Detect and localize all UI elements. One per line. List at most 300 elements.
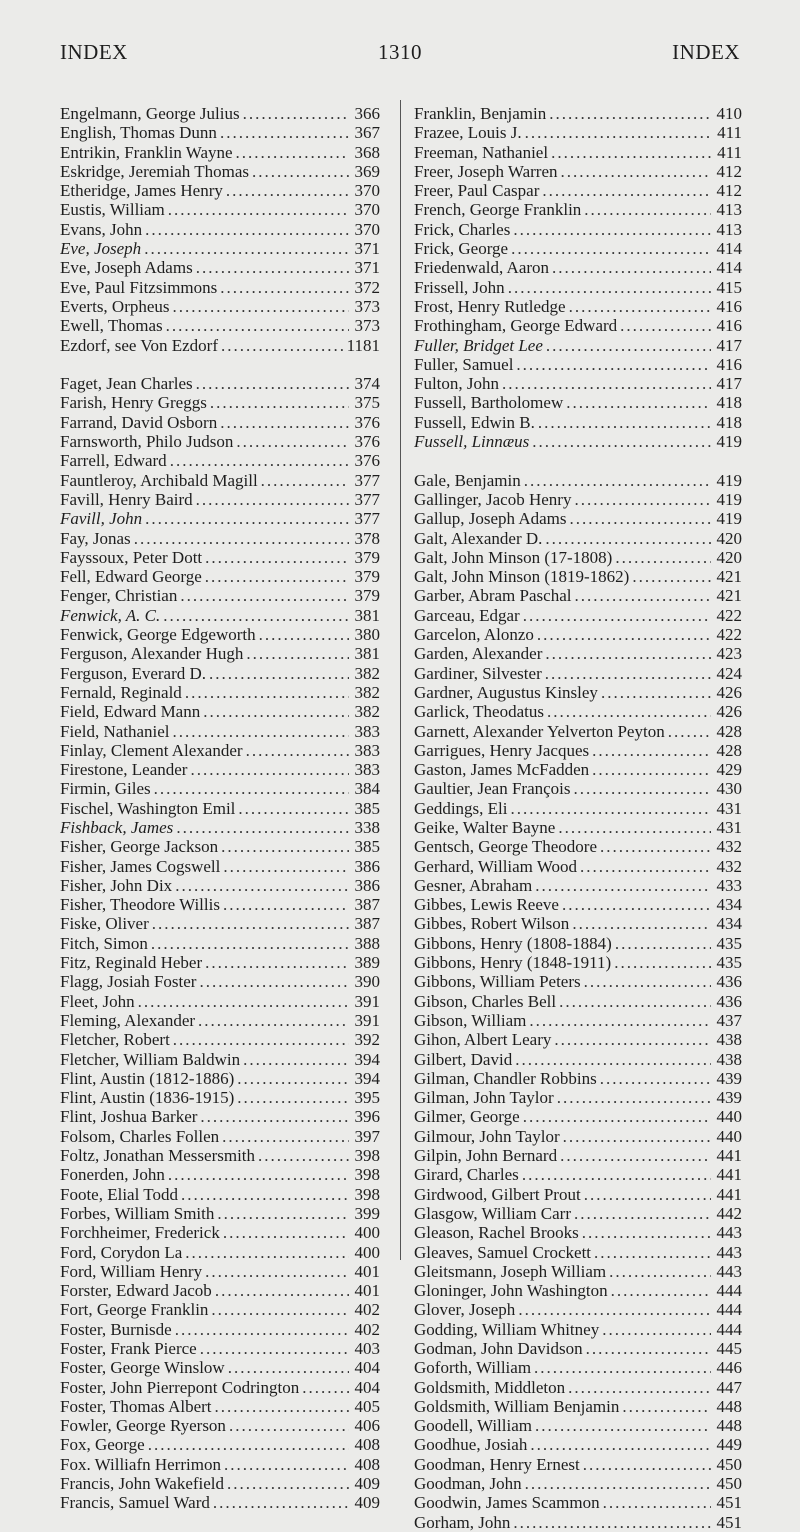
leader-dots	[592, 760, 711, 779]
entry-name: Goodman, Henry Ernest	[414, 1454, 580, 1474]
leader-dots	[563, 1127, 711, 1146]
leader-dots	[152, 914, 349, 933]
index-entry	[60, 1262, 380, 1281]
index-entry	[414, 1281, 742, 1300]
page-number: 1310	[378, 40, 422, 64]
index-entry	[414, 586, 742, 605]
index-entry	[414, 722, 742, 741]
leader-dots	[525, 1474, 711, 1493]
entry-page: 408	[354, 1454, 380, 1474]
index-entry	[60, 1358, 380, 1377]
entry-page: 423	[716, 644, 742, 664]
index-entry	[60, 162, 380, 181]
leader-dots	[545, 644, 711, 663]
leader-dots	[584, 200, 711, 219]
entry-page: 368	[354, 142, 380, 162]
entry-name: Eustis, William	[60, 200, 165, 220]
index-entry	[414, 992, 742, 1011]
entry-name: Frick, Charles	[414, 219, 511, 239]
entry-name: Fayssoux, Peter Dott	[60, 547, 203, 567]
entry-page: 411	[717, 142, 742, 162]
header-right: INDEX	[672, 40, 740, 64]
leader-dots	[594, 1243, 711, 1262]
entry-name: Freeman, Nathaniel	[414, 142, 549, 162]
index-entry	[60, 1281, 380, 1300]
entry-name: Gibbons, Henry (1848-1911)	[414, 953, 612, 973]
entry-page: 369	[354, 161, 380, 181]
entry-name: Field, Nathaniel	[60, 721, 170, 741]
index-entry	[414, 1030, 742, 1049]
index-entry	[414, 1185, 742, 1204]
entry-name: Goodwin, James Scammon	[414, 1493, 600, 1513]
entry-name: Franklin, Benjamin	[414, 104, 547, 123]
entry-name: Farish, Henry Greggs	[60, 393, 207, 413]
entry-page: 419	[716, 470, 742, 490]
leader-dots	[584, 972, 711, 991]
leader-dots	[601, 683, 711, 702]
entry-name: Gesner, Abraham	[414, 875, 533, 895]
entry-name: Freer, Paul Caspar	[414, 181, 540, 201]
entry-name: Fisher, George Jackson	[60, 837, 219, 857]
index-entry	[414, 336, 742, 355]
group-gap	[414, 451, 742, 470]
leader-dots	[545, 664, 711, 683]
entry-name: Goforth, William	[414, 1358, 532, 1378]
entry-page: 385	[354, 798, 380, 818]
entry-page: 444	[716, 1319, 742, 1339]
index-entry	[60, 1223, 380, 1242]
entry-name: Garnett, Alexander Yelverton Peyton	[414, 721, 665, 741]
entry-page: 444	[716, 1281, 742, 1301]
entry-page: 366	[354, 104, 380, 123]
entry-name: Forchheimer, Frederick	[60, 1223, 220, 1243]
entry-page: 436	[716, 991, 742, 1011]
entry-page: 420	[716, 528, 742, 548]
entry-page: 422	[716, 605, 742, 625]
leader-dots	[221, 837, 349, 856]
entry-name: Field, Edward Mann	[60, 702, 201, 722]
leader-dots	[145, 220, 349, 239]
leader-dots	[561, 162, 711, 181]
entry-page: 391	[354, 991, 380, 1011]
entry-name: Ford, Corydon La	[60, 1242, 183, 1262]
leader-dots	[523, 606, 711, 625]
index-entry	[60, 413, 380, 432]
index-entry	[414, 1165, 742, 1184]
index-entry	[60, 1107, 380, 1126]
index-entry	[60, 664, 380, 683]
leader-dots	[168, 1165, 349, 1184]
entry-name: Firmin, Giles	[60, 779, 151, 799]
entry-page: 382	[354, 702, 380, 722]
entry-page: 446	[716, 1358, 742, 1378]
index-entry	[414, 529, 742, 548]
leader-dots	[229, 1416, 349, 1435]
index-entry	[414, 664, 742, 683]
leader-dots	[511, 239, 711, 258]
leader-dots	[515, 1050, 711, 1069]
entry-page: 440	[716, 1126, 742, 1146]
leader-dots	[215, 1281, 349, 1300]
index-entry	[60, 1204, 380, 1223]
entry-name: Geddings, Eli	[414, 798, 508, 818]
leader-dots	[163, 606, 349, 625]
leader-dots	[574, 1204, 711, 1223]
leader-dots	[574, 490, 711, 509]
entry-page: 434	[716, 914, 742, 934]
leader-dots	[145, 509, 349, 528]
entry-page: 421	[716, 586, 742, 606]
index-entry	[414, 1050, 742, 1069]
index-entry	[60, 1397, 380, 1416]
leader-dots	[224, 1455, 349, 1474]
entry-page: 448	[716, 1416, 742, 1436]
leader-dots	[620, 316, 711, 335]
entry-page: 416	[716, 354, 742, 374]
leader-dots	[569, 297, 711, 316]
index-entry	[60, 471, 380, 490]
entry-name: Farrand, David Osborn	[60, 412, 218, 432]
entry-name: Gerhard, William Wood	[414, 856, 578, 876]
index-entry	[60, 953, 380, 972]
entry-name: Fitch, Simon	[60, 933, 148, 953]
entry-name: Fletcher, Robert	[60, 1030, 170, 1050]
index-entry	[414, 1262, 742, 1281]
leader-dots	[210, 393, 349, 412]
index-entry	[414, 297, 742, 316]
entry-page: 386	[354, 875, 380, 895]
entry-name: Gleason, Rachel Brooks	[414, 1223, 579, 1243]
leader-dots	[237, 1069, 349, 1088]
entry-name: Girdwood, Gilbert Prout	[414, 1184, 581, 1204]
entry-page: 429	[716, 760, 742, 780]
index-entry	[60, 1300, 380, 1319]
index-entry	[414, 123, 742, 142]
leader-dots	[560, 1146, 711, 1165]
index-entry	[60, 278, 380, 297]
index-entry	[414, 1107, 742, 1126]
leader-dots	[205, 1262, 349, 1281]
index-entry	[60, 992, 380, 1011]
entry-name: Gilman, Chandler Robbins	[414, 1068, 597, 1088]
leader-dots	[525, 123, 711, 142]
entry-page: 413	[716, 200, 742, 220]
index-entry	[60, 220, 380, 239]
index-entry	[414, 239, 742, 258]
entry-name: Farrell, Edward	[60, 451, 167, 471]
entry-page: 443	[716, 1242, 742, 1262]
entry-name: Ferguson, Everard D.	[60, 663, 207, 683]
index-entry	[60, 1243, 380, 1262]
entry-page: 376	[354, 432, 380, 452]
entry-page: 433	[716, 875, 742, 895]
index-entry	[60, 451, 380, 470]
entry-page: 377	[354, 509, 380, 529]
entry-name: Fauntleroy, Archibald Magill	[60, 470, 258, 490]
leader-dots	[220, 278, 349, 297]
leader-dots	[154, 779, 349, 798]
leader-dots	[236, 143, 349, 162]
index-entry	[414, 200, 742, 219]
index-entry	[414, 181, 742, 200]
entry-page: 422	[716, 625, 742, 645]
index-entry	[60, 490, 380, 509]
index-entry	[414, 393, 742, 412]
leader-dots	[542, 181, 711, 200]
index-entry	[60, 818, 380, 837]
leader-dots	[537, 625, 711, 644]
entry-name: Eve, Paul Fitzsimmons	[60, 277, 218, 297]
entry-name: Fleet, John	[60, 991, 135, 1011]
entry-name: Fleming, Alexander	[60, 1010, 196, 1030]
leader-dots	[173, 1030, 349, 1049]
entry-name: French, George Franklin	[414, 200, 582, 220]
leader-dots	[600, 837, 711, 856]
entry-page: 435	[716, 933, 742, 953]
leader-dots	[522, 1165, 711, 1184]
index-entry	[60, 143, 380, 162]
entry-name: Goodell, William	[414, 1416, 532, 1436]
leader-dots	[170, 451, 349, 470]
entry-name: Gloninger, John Washington	[414, 1281, 608, 1301]
entry-page: 394	[354, 1049, 380, 1069]
entry-name: Garber, Abram Paschal	[414, 586, 572, 606]
entry-name: Eskridge, Jeremiah Thomas	[60, 161, 250, 181]
entry-name: Fort, George Franklin	[60, 1300, 209, 1320]
entry-name: Galt, John Minson (1819-1862)	[414, 567, 630, 587]
index-entry	[60, 239, 380, 258]
entry-name: Girard, Charles	[414, 1165, 519, 1185]
index-entry	[60, 1378, 380, 1397]
index-entry	[414, 1069, 742, 1088]
entry-name: Etheridge, James Henry	[60, 181, 223, 201]
entry-page: 405	[354, 1396, 380, 1416]
entry-page: 396	[354, 1107, 380, 1127]
leader-dots	[259, 625, 349, 644]
index-entry	[60, 606, 380, 625]
index-entry	[60, 895, 380, 914]
leader-dots	[668, 722, 711, 741]
leader-dots	[236, 432, 349, 451]
index-entry	[60, 1435, 380, 1454]
index-entry	[60, 1416, 380, 1435]
leader-dots	[220, 123, 349, 142]
index-entry	[414, 355, 742, 374]
leader-dots	[622, 1397, 711, 1416]
entry-page: 432	[716, 837, 742, 857]
entry-name: Fonerden, John	[60, 1165, 165, 1185]
entry-page: 382	[354, 682, 380, 702]
entry-name: Fiske, Oliver	[60, 914, 149, 934]
leader-dots	[546, 336, 711, 355]
index-entry	[414, 258, 742, 277]
entry-page: 401	[354, 1281, 380, 1301]
index-entry	[60, 1050, 380, 1069]
index-entry	[60, 683, 380, 702]
index-entry	[414, 1243, 742, 1262]
entry-page: 401	[354, 1261, 380, 1281]
entry-name: Foster, John Pierrepont Codrington	[60, 1377, 300, 1397]
leader-dots	[181, 1185, 349, 1204]
entry-name: Gilpin, John Bernard	[414, 1146, 558, 1166]
leader-dots	[144, 239, 349, 258]
leader-dots	[200, 1339, 349, 1358]
index-entry	[60, 934, 380, 953]
entry-name: Finlay, Clement Alexander	[60, 740, 243, 760]
entry-name: Foster, Frank Pierce	[60, 1339, 197, 1358]
entry-page: 435	[716, 953, 742, 973]
entry-name: Fischel, Washington Emil	[60, 798, 236, 818]
leader-dots	[175, 876, 349, 895]
entry-page: 373	[354, 296, 380, 316]
index-entry	[414, 818, 742, 837]
index-entry	[60, 799, 380, 818]
index-entry	[414, 953, 742, 972]
index-entry	[414, 471, 742, 490]
index-entry	[414, 509, 742, 528]
entry-page: 412	[716, 181, 742, 201]
index-entry	[414, 914, 742, 933]
entry-page: 367	[354, 123, 380, 143]
entry-page: 381	[354, 605, 380, 625]
entry-page: 386	[354, 856, 380, 876]
entry-page: 438	[716, 1030, 742, 1050]
index-entry	[414, 1397, 742, 1416]
leader-dots	[552, 258, 711, 277]
entry-name: Frissell, John	[414, 277, 505, 297]
entry-page: 383	[354, 760, 380, 780]
entry-page: 387	[354, 914, 380, 934]
entry-name: Gibbons, Henry (1808-1884)	[414, 933, 612, 953]
entry-page: 418	[716, 393, 742, 413]
index-entry	[60, 529, 380, 548]
entry-name: Fuller, Bridget Lee	[414, 335, 543, 355]
entry-name: Gale, Benjamin	[414, 470, 521, 490]
index-entry	[60, 779, 380, 798]
index-entry	[414, 799, 742, 818]
index-entry	[414, 1088, 742, 1107]
entry-name: Fussell, Edwin B.	[414, 412, 535, 432]
index-entry	[60, 1030, 380, 1049]
leader-dots	[205, 548, 349, 567]
leader-dots	[632, 567, 711, 586]
leader-dots	[502, 374, 711, 393]
leader-dots	[609, 1262, 711, 1281]
index-entry	[414, 1223, 742, 1242]
entry-name: Foote, Elial Todd	[60, 1184, 178, 1204]
index-entry	[60, 1185, 380, 1204]
index-entry	[60, 1455, 380, 1474]
leader-dots	[574, 779, 711, 798]
index-entry	[414, 1416, 742, 1435]
entry-name: Gilbert, David	[414, 1049, 513, 1069]
entry-name: Foltz, Jonathan Messersmith	[60, 1146, 256, 1166]
entry-name: Freer, Joseph Warren	[414, 161, 558, 181]
entry-page: 371	[354, 258, 380, 278]
leader-dots	[547, 702, 711, 721]
entry-page: 394	[354, 1068, 380, 1088]
leader-dots	[175, 1320, 349, 1339]
entry-page: 374	[354, 374, 380, 394]
leader-dots	[134, 529, 349, 548]
leader-dots	[243, 1050, 349, 1069]
entry-name: Francis, John Wakefield	[60, 1474, 225, 1494]
index-entry	[414, 162, 742, 181]
leader-dots	[572, 914, 711, 933]
column-divider	[400, 100, 401, 1260]
index-entry	[60, 123, 380, 142]
index-entry	[60, 1088, 380, 1107]
entry-name: Fussell, Linnæus	[414, 432, 530, 452]
index-entry	[414, 934, 742, 953]
entry-page: 400	[354, 1223, 380, 1243]
entry-page: 432	[716, 856, 742, 876]
entry-name: Gaultier, Jean François	[414, 779, 571, 799]
index-entry	[60, 1339, 380, 1358]
group-gap	[60, 355, 380, 374]
leader-dots	[508, 278, 711, 297]
entry-name: Frick, George	[414, 239, 509, 259]
leader-dots	[513, 1513, 711, 1532]
leader-dots	[534, 1358, 711, 1377]
index-entry	[60, 876, 380, 895]
index-entry	[60, 760, 380, 779]
leader-dots	[243, 104, 349, 123]
index-entry	[414, 1320, 742, 1339]
entry-page: 450	[716, 1454, 742, 1474]
index-entry	[60, 1011, 380, 1030]
right-column	[414, 104, 742, 1532]
entry-page: 438	[716, 1049, 742, 1069]
entry-name: Farnsworth, Philo Judson	[60, 432, 234, 452]
index-entry	[60, 316, 380, 335]
index-entry	[60, 258, 380, 277]
index-entry	[60, 567, 380, 586]
entry-page: 443	[716, 1261, 742, 1281]
entry-page: 416	[716, 316, 742, 336]
entry-name: Eve, Joseph Adams	[60, 258, 193, 278]
entry-page: 426	[716, 682, 742, 702]
entry-page: 451	[716, 1512, 742, 1532]
entry-page: 370	[354, 219, 380, 239]
entry-page: 379	[354, 567, 380, 587]
entry-name: Gihon, Albert Leary	[414, 1030, 552, 1050]
entry-name: Galt, Alexander D.	[414, 528, 543, 548]
entry-page: 442	[716, 1203, 742, 1223]
index-entry	[414, 1474, 742, 1493]
entry-name: Godman, John Davidson	[414, 1339, 583, 1358]
entry-page: 379	[354, 586, 380, 606]
entry-name: Gilmer, George	[414, 1107, 520, 1127]
entry-page: 398	[354, 1184, 380, 1204]
index-entry	[60, 336, 380, 355]
entry-name: Galt, John Minson (17-1808)	[414, 547, 613, 567]
leader-dots	[227, 1474, 349, 1493]
leader-dots	[570, 509, 711, 528]
entry-name: Forster, Edward Jacob	[60, 1281, 212, 1301]
entry-page: 387	[354, 895, 380, 915]
entry-page: 419	[716, 489, 742, 509]
entry-name: Goodman, John	[414, 1474, 522, 1494]
index-entry	[60, 914, 380, 933]
entry-page: 416	[716, 296, 742, 316]
entry-name: Gibbons, William Peters	[414, 972, 581, 992]
entry-page: 377	[354, 470, 380, 490]
index-entry	[60, 200, 380, 219]
entry-name: Ferguson, Alexander Hugh	[60, 644, 244, 664]
entry-name: Fowler, George Ryerson	[60, 1416, 226, 1436]
index-entry	[60, 548, 380, 567]
